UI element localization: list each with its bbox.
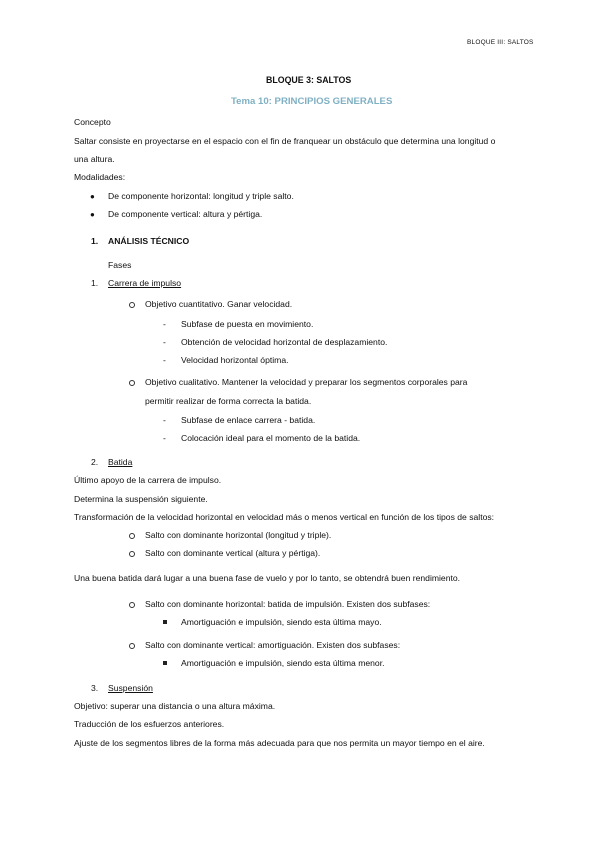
section-1-title: ANÁLISIS TÉCNICO bbox=[108, 236, 190, 246]
concepto-line-2: una altura. bbox=[74, 154, 115, 164]
batida-h-sub: Amortiguación e impulsión, siendo esta última mayo. bbox=[181, 617, 382, 627]
batida-title: Batida bbox=[108, 457, 133, 467]
modalidades-label: Modalidades: bbox=[74, 172, 126, 182]
fases-label: Fases bbox=[108, 260, 132, 270]
carrera-objetivo-1: Objetivo cuantitativo. Ganar velocidad. bbox=[145, 299, 293, 309]
carrera-obj2-item-2: Colocación ideal para el momento de la batida. bbox=[181, 433, 361, 443]
circle-bullet-icon bbox=[129, 533, 135, 539]
batida-p1: Último apoyo de la carrera de impulso. bbox=[74, 475, 222, 485]
dash-bullet: - bbox=[163, 415, 166, 425]
batida-p2: Determina la suspensión siguiente. bbox=[74, 494, 208, 504]
batida-p4: Una buena batida dará lugar a una buena fase de vuelo y por lo tanto, se obtendrá buen rendimiento. bbox=[74, 573, 461, 583]
carrera-objetivo-2-line-2: permitir realizar de forma correcta la batida. bbox=[145, 396, 312, 406]
section-1-number: 1. bbox=[91, 236, 99, 246]
suspension-p1: Objetivo: superar una distancia o una altura máxima. bbox=[74, 701, 276, 711]
document-subtitle: Tema 10: PRINCIPIOS GENERALES bbox=[231, 96, 393, 107]
concepto-line-1: Saltar consiste en proyectarse en el espacio con el fin de franquear un obstáculo que determina una longitud o bbox=[74, 136, 496, 146]
circle-bullet-icon bbox=[129, 380, 135, 386]
square-bullet-icon bbox=[163, 661, 167, 665]
batida-v-sub: Amortiguación e impulsión, siendo esta última menor. bbox=[181, 658, 385, 668]
batida-h-item: Salto con dominante horizontal: batida de impulsión. Existen dos subfases: bbox=[145, 599, 431, 609]
circle-bullet-icon bbox=[129, 302, 135, 308]
modalidad-horizontal: De componente horizontal: longitud y triple salto. bbox=[108, 191, 294, 201]
carrera-obj1-item-1: Subfase de puesta en movimiento. bbox=[181, 319, 314, 329]
dash-bullet: - bbox=[163, 433, 166, 443]
bullet-dot-icon: ● bbox=[90, 192, 95, 201]
carrera-obj1-item-3: Velocidad horizontal óptima. bbox=[181, 355, 289, 365]
circle-bullet-icon bbox=[129, 602, 135, 608]
suspension-p3: Ajuste de los segmentos libres de la forma más adecuada para que nos permita un mayor tiempo en el aire. bbox=[74, 738, 485, 748]
batida-item-vertical: Salto con dominante vertical (altura y pértiga). bbox=[145, 548, 321, 558]
page-header: BLOQUE III: SALTOS bbox=[467, 39, 534, 46]
dash-bullet: - bbox=[163, 355, 166, 365]
carrera-obj1-item-2: Obtención de velocidad horizontal de desplazamiento. bbox=[181, 337, 388, 347]
carrera-objetivo-2-line-1: Objetivo cualitativo. Mantener la velocidad y preparar los segmentos corporales para bbox=[145, 377, 468, 387]
batida-p3: Transformación de la velocidad horizontal en velocidad más o menos vertical en función de los tipos de saltos: bbox=[74, 512, 495, 522]
square-bullet-icon bbox=[163, 620, 167, 624]
dash-bullet: - bbox=[163, 319, 166, 329]
batida-item-horizontal: Salto con dominante horizontal (longitud y triple). bbox=[145, 530, 332, 540]
circle-bullet-icon bbox=[129, 643, 135, 649]
modalidad-vertical: De componente vertical: altura y pértiga. bbox=[108, 209, 263, 219]
batida-number: 2. bbox=[91, 457, 99, 467]
suspension-title: Suspensión bbox=[108, 683, 153, 693]
suspension-number: 3. bbox=[91, 683, 99, 693]
bullet-dot-icon: ● bbox=[90, 210, 95, 219]
dash-bullet: - bbox=[163, 337, 166, 347]
document-title: BLOQUE 3: SALTOS bbox=[266, 75, 352, 85]
circle-bullet-icon bbox=[129, 551, 135, 557]
carrera-obj2-item-1: Subfase de enlace carrera - batida. bbox=[181, 415, 316, 425]
carrera-number: 1. bbox=[91, 278, 99, 288]
carrera-title: Carrera de impulso bbox=[108, 278, 182, 288]
suspension-p2: Traducción de los esfuerzos anteriores. bbox=[74, 719, 225, 729]
concepto-heading: Concepto bbox=[74, 117, 111, 127]
batida-v-item: Salto con dominante vertical: amortiguación. Existen dos subfases: bbox=[145, 640, 401, 650]
